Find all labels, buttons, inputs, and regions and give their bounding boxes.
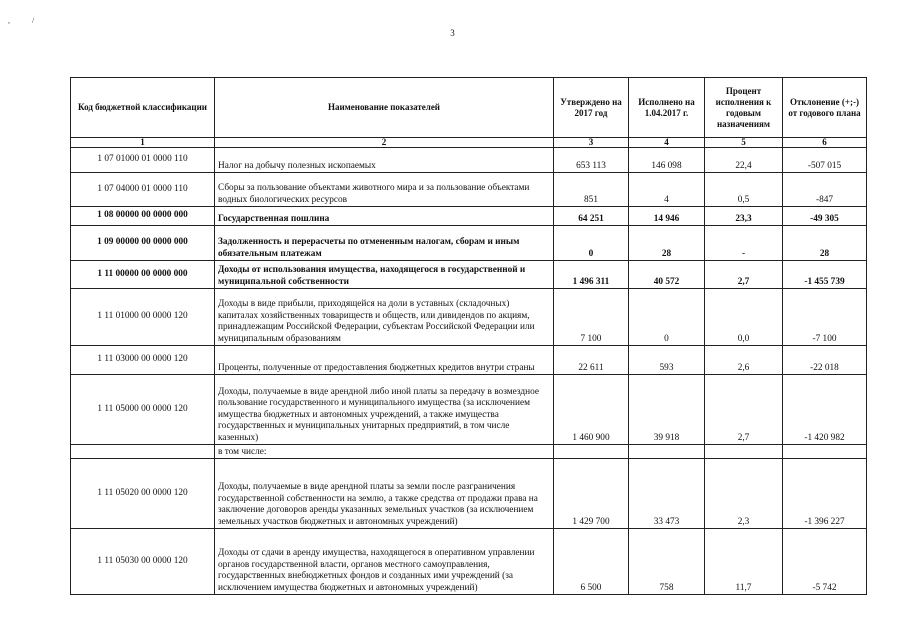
row-executed: 4 xyxy=(629,173,705,207)
row-code: 1 11 01000 00 0000 120 xyxy=(71,289,215,346)
table-row xyxy=(71,226,867,261)
row-name: Доходы от сдачи в аренду имущества, находящегося в оперативном управлении органов государственной власти, органов местного самоуправления, государственных внебюджетных фондов и созданных ими учреждений (за исключением имущества бюджетных и автономных учреждений) xyxy=(215,529,554,595)
row-name: Государственная пошлина xyxy=(215,207,554,226)
row-executed: 758 xyxy=(629,529,705,595)
row-deviation: -22 018 xyxy=(783,346,867,375)
header-name: Наименование показателей xyxy=(215,78,554,138)
row-deviation xyxy=(783,445,867,459)
row-percent: 23,3 xyxy=(705,207,783,226)
row-percent: - xyxy=(705,226,783,261)
row-percent: 2,7 xyxy=(705,375,783,445)
row-name: Налог на добычу полезных ископаемых xyxy=(215,148,554,173)
row-percent: 0,5 xyxy=(705,173,783,207)
row-executed xyxy=(629,445,705,459)
header-approved: Утверждено на 2017 год xyxy=(554,78,629,138)
row-deviation: -1 420 982 xyxy=(783,375,867,445)
row-name: в том числе: xyxy=(215,445,554,459)
row-approved: 7 100 xyxy=(554,289,629,346)
table-row xyxy=(71,346,867,375)
row-code: 1 07 04000 01 0000 110 xyxy=(71,173,215,207)
table-row xyxy=(71,529,867,595)
row-approved xyxy=(554,445,629,459)
row-percent: 2,3 xyxy=(705,459,783,529)
column-number: 6 xyxy=(783,138,867,148)
row-name: Проценты, полученные от предоставления бюджетных кредитов внутри страны xyxy=(215,346,554,375)
row-approved: 1 429 700 xyxy=(554,459,629,529)
row-percent xyxy=(705,445,783,459)
row-name: Задолженность и перерасчеты по отмененным налогам, сборам и иным обязательным платежам xyxy=(215,226,554,261)
table-row xyxy=(71,148,867,173)
page-number: 3 xyxy=(450,28,455,38)
row-deviation: -49 305 xyxy=(783,207,867,226)
row-approved: 64 251 xyxy=(554,207,629,226)
row-approved: 653 113 xyxy=(554,148,629,173)
row-percent: 2,6 xyxy=(705,346,783,375)
table-header-row xyxy=(71,78,867,138)
row-deviation: 28 xyxy=(783,226,867,261)
header-percent: Процент исполнения к годовым назначениям xyxy=(705,78,783,138)
row-deviation: -7 100 xyxy=(783,289,867,346)
table-row xyxy=(71,173,867,207)
row-approved: 22 611 xyxy=(554,346,629,375)
table-row xyxy=(71,445,867,459)
column-number: 5 xyxy=(705,138,783,148)
row-name: Сборы за пользование объектами животного мира и за пользование объектами водных биологических ресурсов xyxy=(215,173,554,207)
header-deviation: Отклонение (+;-) от годового плана xyxy=(783,78,867,138)
row-approved: 0 xyxy=(554,226,629,261)
row-code: 1 08 00000 00 0000 000 xyxy=(71,207,215,226)
row-code: 1 11 05020 00 0000 120 xyxy=(71,459,215,529)
row-executed: 0 xyxy=(629,289,705,346)
table-row xyxy=(71,261,867,289)
row-percent: 11,7 xyxy=(705,529,783,595)
row-name: Доходы, получаемые в виде арендной либо иной платы за передачу в возмездное пользование государственного и муниципального имущества (за исключением имущества бюджетных и автономных учреждений, а также имущества государственных и муниципальных унитарных предприятий, в том числе казенных) xyxy=(215,375,554,445)
row-approved: 1 460 900 xyxy=(554,375,629,445)
row-deviation: -507 015 xyxy=(783,148,867,173)
row-approved: 851 xyxy=(554,173,629,207)
table-row xyxy=(71,375,867,445)
scan-mark: , xyxy=(8,16,10,25)
row-executed: 39 918 xyxy=(629,375,705,445)
table-row xyxy=(71,207,867,226)
row-executed: 593 xyxy=(629,346,705,375)
row-approved: 1 496 311 xyxy=(554,261,629,289)
header-executed: Исполнено на 1.04.2017 г. xyxy=(629,78,705,138)
table-row xyxy=(71,289,867,346)
row-name: Доходы, получаемые в виде арендной платы за земли после разграничения государственной собственности на землю, а также средства от продажи права на заключение договоров аренды указанных земельных участков (за исключением земельных участков бюджетных и автономных учреждений) xyxy=(215,459,554,529)
column-number: 3 xyxy=(554,138,629,148)
row-name: Доходы от использования имущества, находящегося в государственной и муниципальной собственности xyxy=(215,261,554,289)
column-number: 1 xyxy=(71,138,215,148)
table-row xyxy=(71,459,867,529)
row-executed: 33 473 xyxy=(629,459,705,529)
row-deviation: -5 742 xyxy=(783,529,867,595)
row-deviation: -1 455 739 xyxy=(783,261,867,289)
scan-mark: / xyxy=(32,16,35,25)
row-name: Доходы в виде прибыли, приходящейся на доли в уставных (складочных) капиталах хозяйственных товариществ и обществ, или дивидендов по акциям, принадлежащим Российской Федерации, субъектам Российской Федерации или муниципальным образованиям xyxy=(215,289,554,346)
header-code: Код бюджетной классификации xyxy=(71,78,215,138)
row-percent: 0,0 xyxy=(705,289,783,346)
column-number: 4 xyxy=(629,138,705,148)
row-code: 1 11 00000 00 0000 000 xyxy=(71,261,215,289)
row-percent: 22,4 xyxy=(705,148,783,173)
row-executed: 14 946 xyxy=(629,207,705,226)
row-executed: 28 xyxy=(629,226,705,261)
row-deviation: -1 396 227 xyxy=(783,459,867,529)
row-code: 1 07 01000 01 0000 110 xyxy=(71,148,215,173)
column-number: 2 xyxy=(215,138,554,148)
row-deviation: -847 xyxy=(783,173,867,207)
row-code xyxy=(71,445,215,459)
row-code: 1 11 03000 00 0000 120 xyxy=(71,346,215,375)
row-percent: 2,7 xyxy=(705,261,783,289)
budget-table xyxy=(70,77,867,595)
row-code: 1 11 05000 00 0000 120 xyxy=(71,375,215,445)
row-executed: 146 098 xyxy=(629,148,705,173)
column-number-row xyxy=(71,138,867,148)
row-code: 1 11 05030 00 0000 120 xyxy=(71,529,215,595)
row-executed: 40 572 xyxy=(629,261,705,289)
row-code: 1 09 00000 00 0000 000 xyxy=(71,226,215,261)
row-approved: 6 500 xyxy=(554,529,629,595)
